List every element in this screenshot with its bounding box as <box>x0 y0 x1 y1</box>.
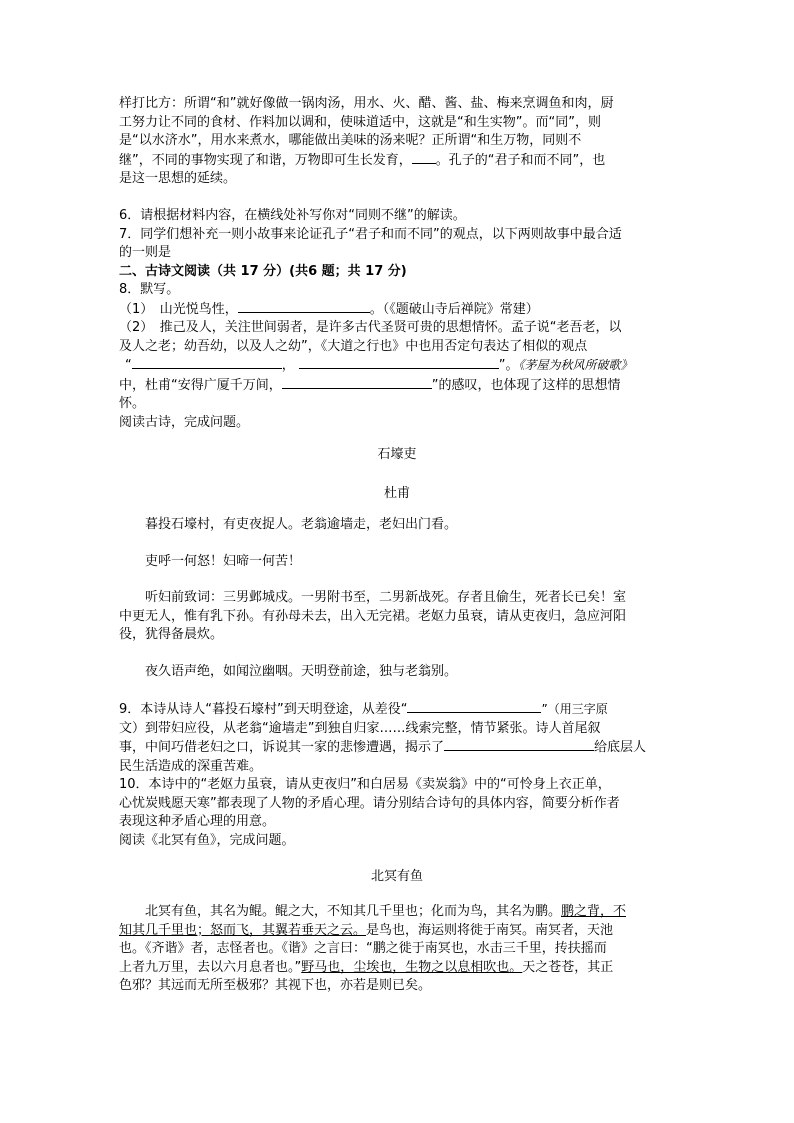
question-8-2-d <box>119 376 675 396</box>
material-line: 是这一思想的延续。 <box>119 171 237 186</box>
passage-title: 北冥有鱼 <box>370 869 423 884</box>
passage-line <box>119 922 675 941</box>
q8-2d-text: 中，杜甫“安得广厦千万间， <box>119 377 282 393</box>
fill-blank[interactable] <box>282 376 432 389</box>
q8-1-text: （1） 山光悦鸟性， <box>119 301 238 317</box>
question-6: 6．请根据材料内容，在横线处补写你对“同则不继”的解读。 <box>119 208 466 223</box>
q8-2-open-quote: “ <box>125 358 132 373</box>
q9-text-end: ”（用三字原 <box>541 702 608 716</box>
question-10-cont: 表现这种矛盾心理的用意。 <box>119 814 276 829</box>
question-9 <box>119 700 675 720</box>
question-8-2-blanks <box>119 356 675 376</box>
passage-body <box>119 903 675 996</box>
question-8-2-cont: 及人之老；幼吾幼，以及人之幼”，《大道之行也》中也用否定句表达了相似的观点 <box>119 338 588 354</box>
q8-2-source: 《茅屋为秋风所破歌》 <box>518 358 633 372</box>
fill-blank[interactable] <box>238 300 370 313</box>
poem-author: 杜甫 <box>383 486 410 501</box>
question-9-cont: 民生活造成的深重苦难。 <box>119 758 263 774</box>
passage-line <box>119 959 675 978</box>
question-7-cont: 的一则是 <box>119 245 172 260</box>
material-line: 样打比方：所谓“和”就好像做一锅肉汤，用水、火、醋、酱、盐、梅来烹调鱼和肉，厨 <box>119 96 614 111</box>
material-line: 工努力让不同的食材、作料加以调和，使味道适中，这就是“和生实物”。而“同”，则 <box>119 114 601 130</box>
passage-line: 色邪？其远而无所至极邪？其视下也，亦若是则已矣。 <box>119 978 432 993</box>
material-paragraph <box>119 95 675 189</box>
poem-stanza-3 <box>119 589 675 645</box>
underlined-text: 知其几千里也；怒而飞，其翼若垂天之云。 <box>119 922 367 938</box>
question-10: 10．本诗中的“老妪力虽衰，请从吏夜归”和白居易《卖炭翁》中的“可怜身上衣正单， <box>119 777 611 792</box>
q9-c-text-end: 给底层人 <box>594 740 647 755</box>
fill-blank[interactable] <box>299 356 499 369</box>
question-10-cont: 心忧炭贱愿天寒”都表现了人物的矛盾心理。请分别结合诗句的具体内容，简要分析作者 <box>119 795 620 811</box>
poem-line: 中更无人，惟有乳下孙。有孙母未去，出入无完裙。老妪力虽衰，请从吏夜归，急应河阳 <box>119 608 627 624</box>
passage-text: 北冥有鱼，其名为鲲。鲲之大，不知其几千里也；化而为鸟，其名为鹏。 <box>145 904 562 919</box>
q8-2d-text-end: ”的感叹，也体现了这样的思想情 <box>431 377 621 393</box>
read-instruction: 阅读古诗，完成问题。 <box>119 414 250 430</box>
read-instruction: 阅读《北冥有鱼》，完成问题。 <box>119 832 295 848</box>
poem-stanza-2: 吏呼一何怒！妇啼一何苦！ <box>145 554 302 569</box>
fill-blank[interactable] <box>412 151 436 164</box>
poem-title: 石壕吏 <box>377 447 417 462</box>
question-9-cont: 文）到带妇应役，从老翁“逾墙走”到独自归家……线索完整，情节紧张。诗人首尾叙 <box>119 720 601 736</box>
underlined-text: 鹏之背，不 <box>561 904 627 919</box>
poem-stanza-1: 暮投石壕村，有吏夜捉人。老翁逾墙走，老妇出门看。 <box>145 517 458 532</box>
poem-line: 役，犹得备晨炊。 <box>119 627 224 642</box>
fill-blank[interactable] <box>407 700 541 713</box>
fill-blank[interactable] <box>444 738 594 751</box>
passage-line <box>119 903 675 922</box>
material-line: 是“以水济水”，用水来煮水，哪能做出美味的汤来呢？正所谓“和生万物，同则不 <box>119 133 582 148</box>
material-line: 。孔子的“君子和而不同”，也 <box>435 152 606 168</box>
q9-c-text: 事，中间巧借老妇之口，诉说其一家的悲惨遭遇，揭示了 <box>119 740 445 755</box>
question-9-cont <box>119 738 675 758</box>
q8-2-close-quote: ”。 <box>498 358 519 373</box>
fill-blank[interactable] <box>132 356 282 369</box>
poem-stanza-4: 夜久语声绝，如闻泣幽咽。天明登前途，独与老翁别。 <box>145 664 458 679</box>
passage-text: 是鸟也，海运则将徙于南冥。南冥者，天池 <box>366 922 614 938</box>
question-8-1 <box>119 300 675 320</box>
questions-block <box>119 207 675 432</box>
passage-text: 天之苍苍，其正 <box>522 959 614 975</box>
q8-1-source: 。（《题破山寺后禅院》常建） <box>369 301 539 317</box>
passage-line: 也。《齐谐》者，志怪者也。《谐》之言曰：“鹏之徙于南冥也，水击三千里，抟扶摇而 <box>119 941 607 956</box>
underlined-text: 野马也，尘埃也，生物之以息相吹也。 <box>301 959 523 975</box>
material-line-with-blank <box>119 151 675 171</box>
question-7: 7．同学们想补充一则小故事来论证孔子“君子和而不同”的观点，以下两则故事中最合适 <box>119 226 622 242</box>
section-heading: 二、古诗文阅读（共 17 分）(共6 题；共 17 分) <box>119 263 407 279</box>
passage-text: 上者九万里，去以六月息者也。” <box>119 959 302 975</box>
q8-2-comma: ， <box>281 358 295 373</box>
question-8-2: （2） 推己及人，关注世间弱者，是许多古代圣贤可贵的思想情怀。孟子说“老吾老，以 <box>119 320 622 335</box>
question-8-2-e: 怀。 <box>119 396 146 411</box>
material-line: 继”，不同的事物实现了和谐，万物即可生长发育， <box>119 152 412 168</box>
question-8: 8．默写。 <box>119 282 180 297</box>
poem-line: 听妇前致词：三男邺城戍。一男附书至，二男新战死。存者且偷生，死者长已矣！室 <box>145 590 627 605</box>
questions-9-10 <box>119 700 675 850</box>
q9-text: 9．本诗从诗人“暮投石壕村”到天明登途，从差役“ <box>119 702 408 717</box>
